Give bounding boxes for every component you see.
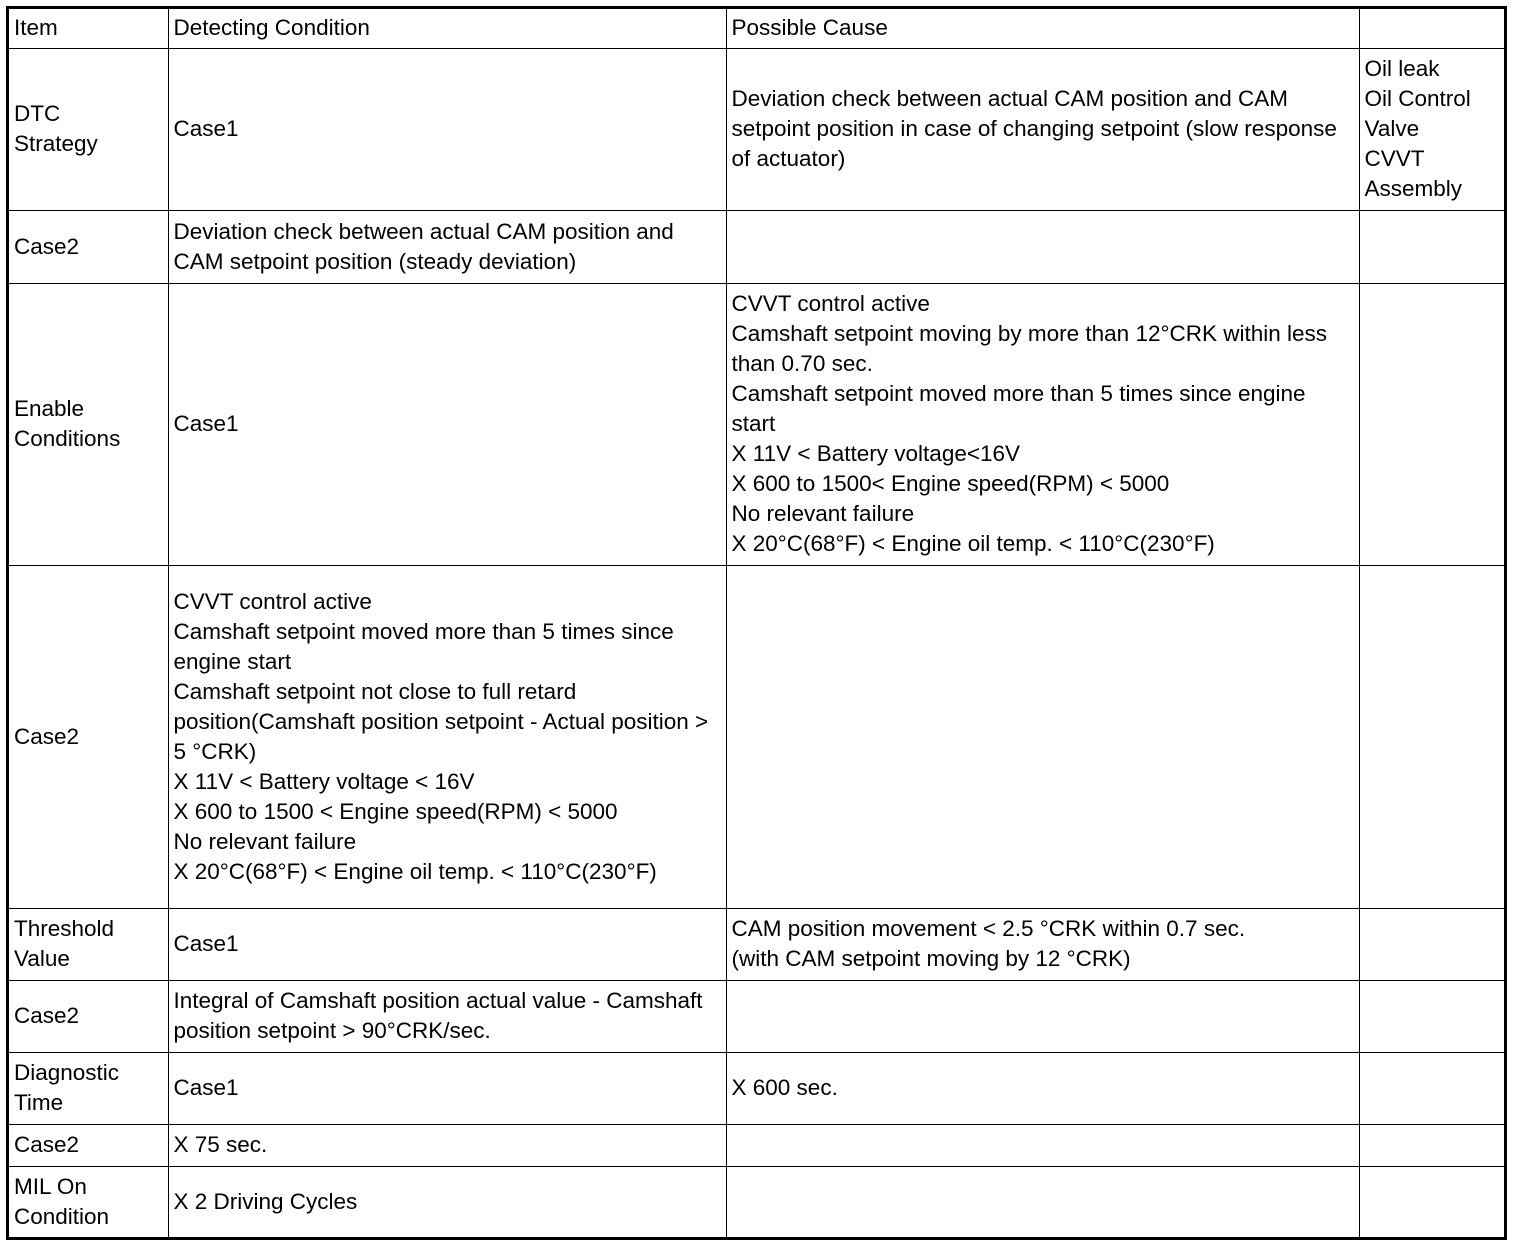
row-condition: Deviation check between actual CAM position and CAM setpoint position (steady deviation) (168, 210, 726, 283)
row-condition: CVVT control active Camshaft setpoint moved more than 5 times since engine start Camshaft setpoint not close to full retard position(Camshaft position setpoint - Actual position > 5 °CRK) X 11V < Battery voltage < 16V X 600 to 1500 < Engine speed(RPM) < 5000 No relevant failure X 20°C(68°F) < Engine oil temp. < 110°C(230°F) (168, 565, 726, 908)
row-cause (726, 1124, 1359, 1166)
table-row (9, 1124, 1504, 1166)
dtc-table (9, 9, 1504, 1238)
header-possible-cause: Possible Cause (726, 9, 1359, 48)
table-row (9, 283, 1504, 565)
row-cause (726, 210, 1359, 283)
row-condition: Case1 (168, 1052, 726, 1124)
row-item: Case2 (9, 1124, 168, 1166)
row-extra (1359, 908, 1504, 980)
row-condition: Case1 (168, 283, 726, 565)
row-extra (1359, 980, 1504, 1052)
table-row (9, 210, 1504, 283)
row-cause (726, 565, 1359, 908)
row-cause: Deviation check between actual CAM position and CAM setpoint position in case of changing setpoint (slow response of actuator) (726, 48, 1359, 210)
row-extra: Oil leak Oil Control Valve CVVT Assembly (1359, 48, 1504, 210)
row-condition: X 75 sec. (168, 1124, 726, 1166)
row-extra (1359, 283, 1504, 565)
table-row (9, 48, 1504, 210)
row-cause: CAM position movement < 2.5 °CRK within 0.7 sec. (with CAM setpoint moving by 12 °CRK) (726, 908, 1359, 980)
row-item: Threshold Value (9, 908, 168, 980)
header-detecting-condition: Detecting Condition (168, 9, 726, 48)
table-row (9, 1052, 1504, 1124)
row-condition: Case1 (168, 908, 726, 980)
row-cause: CVVT control active Camshaft setpoint moving by more than 12°CRK within less than 0.70 sec. Camshaft setpoint moved more than 5 times since engine start X 11V < Battery voltage<16V X 600 to 1500< Engine speed(RPM) < 5000 No relevant failure X 20°C(68°F) < Engine oil temp. < 110°C(230°F) (726, 283, 1359, 565)
row-cause: X 600 sec. (726, 1052, 1359, 1124)
row-item: MIL On Condition (9, 1166, 168, 1238)
row-item: Case2 (9, 565, 168, 908)
row-extra (1359, 1052, 1504, 1124)
row-condition: Integral of Camshaft position actual value - Camshaft position setpoint > 90°CRK/sec. (168, 980, 726, 1052)
row-extra (1359, 565, 1504, 908)
row-cause (726, 1166, 1359, 1238)
table-header-row (9, 9, 1504, 48)
row-extra (1359, 1166, 1504, 1238)
row-item: Diagnostic Time (9, 1052, 168, 1124)
row-condition: Case1 (168, 48, 726, 210)
row-condition: X 2 Driving Cycles (168, 1166, 726, 1238)
header-extra (1359, 9, 1504, 48)
row-item: Enable Conditions (9, 283, 168, 565)
header-item: Item (9, 9, 168, 48)
row-cause (726, 980, 1359, 1052)
table-row (9, 980, 1504, 1052)
row-item: Case2 (9, 980, 168, 1052)
row-extra (1359, 1124, 1504, 1166)
table-row (9, 1166, 1504, 1238)
row-item: DTC Strategy (9, 48, 168, 210)
dtc-table-frame (6, 6, 1507, 1240)
row-item: Case2 (9, 210, 168, 283)
row-extra (1359, 210, 1504, 283)
table-row (9, 565, 1504, 908)
table-row (9, 908, 1504, 980)
